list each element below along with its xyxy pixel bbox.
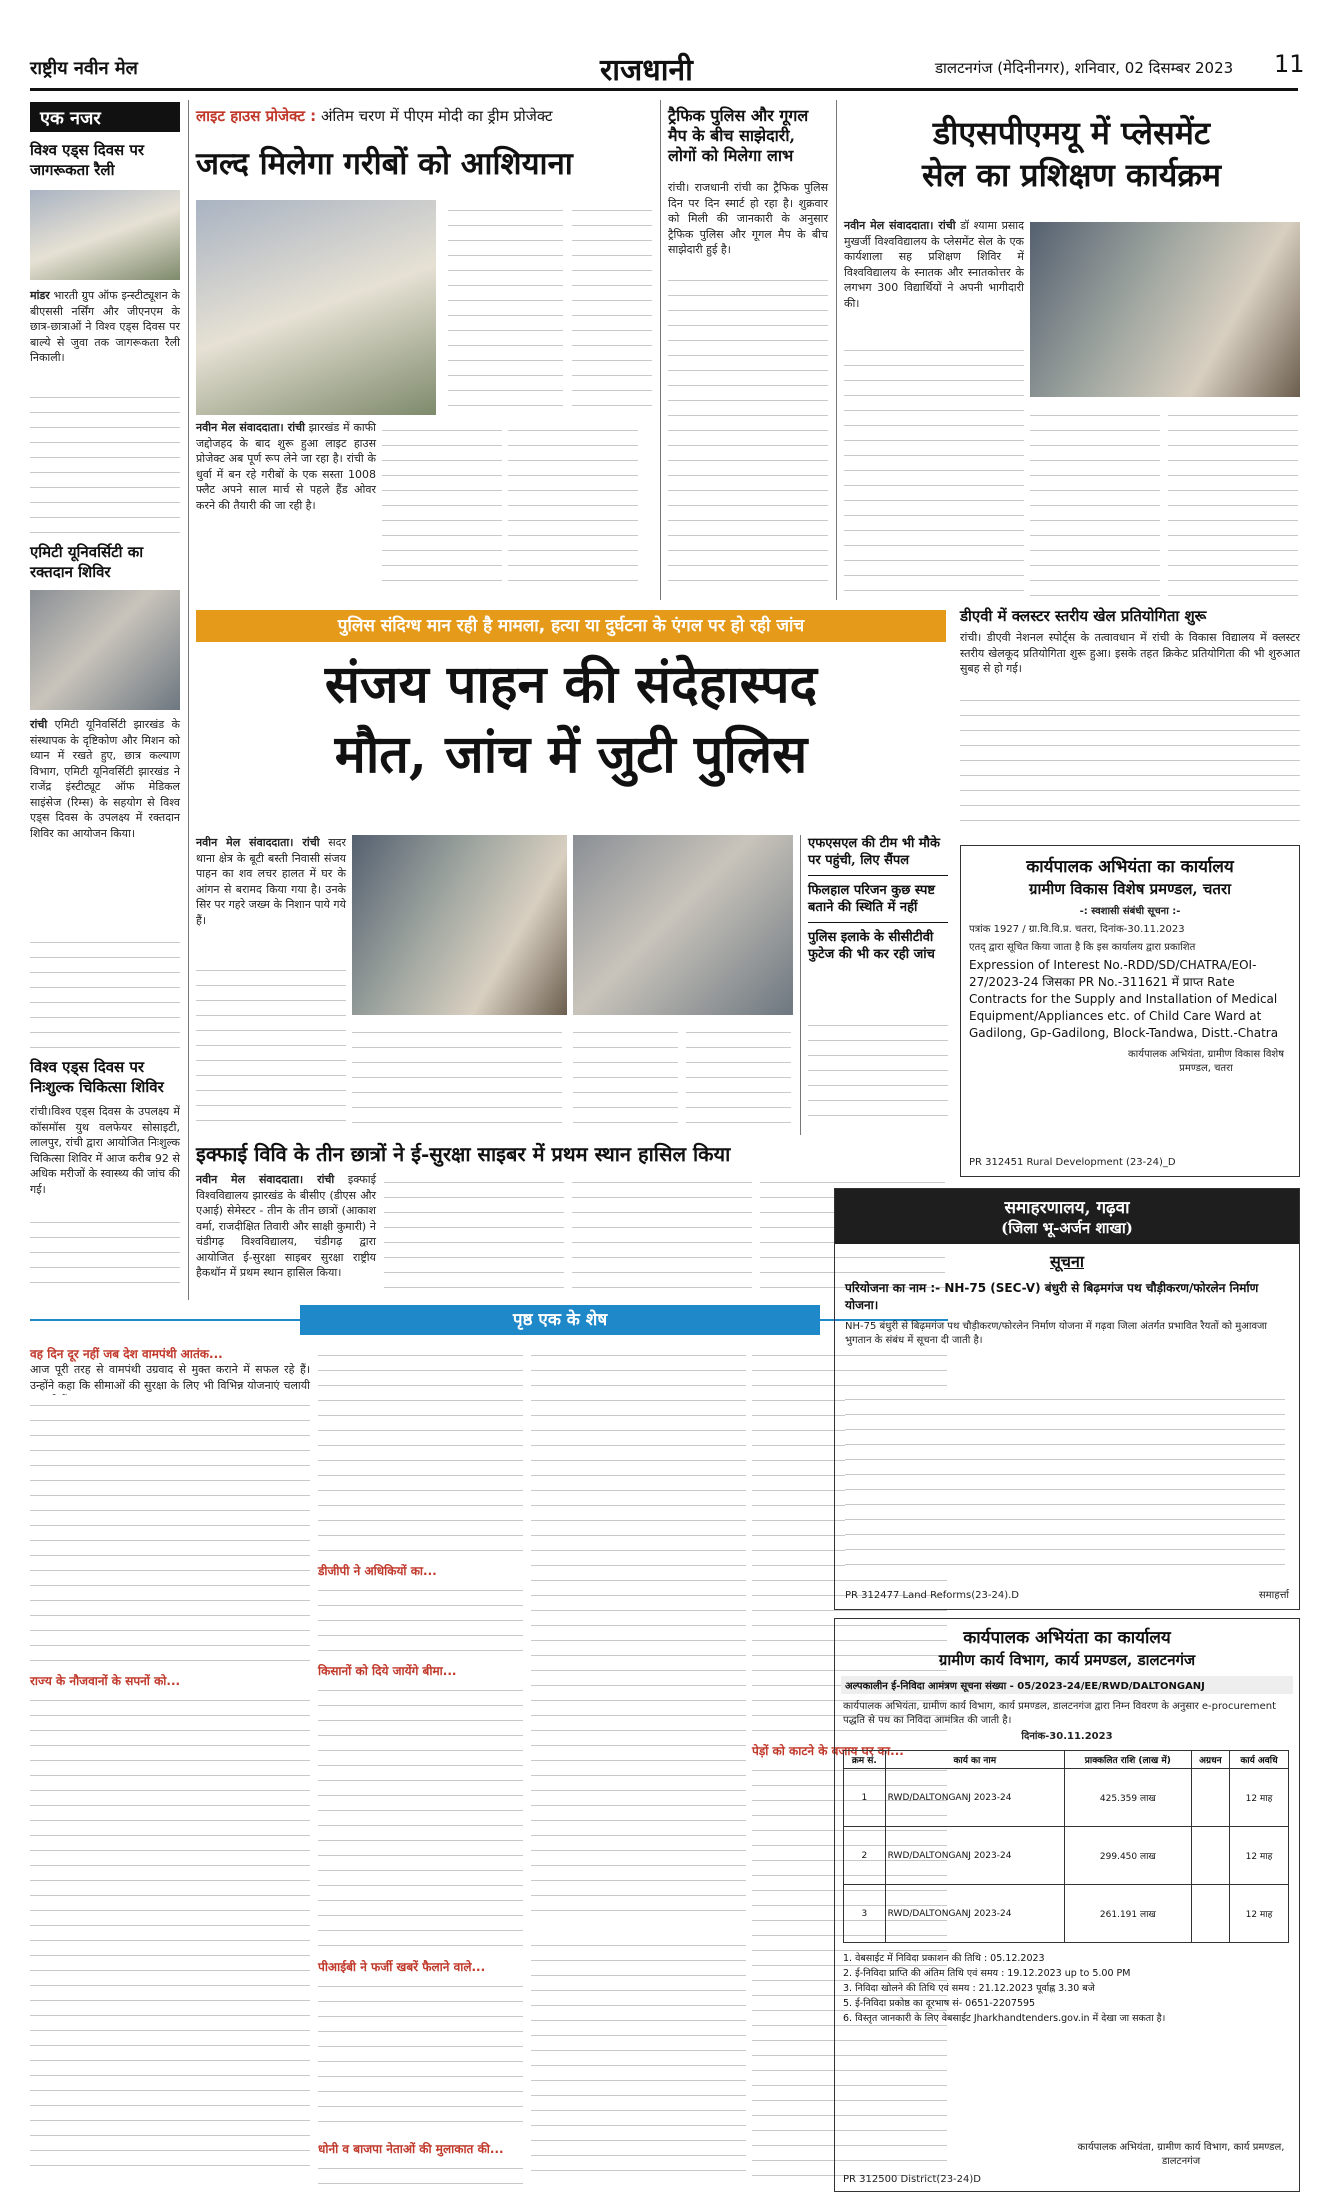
masthead <box>30 46 1305 91</box>
crime-scene-photo-1 <box>352 835 567 1015</box>
tender-garhwa-notice: सूचना <box>1049 1252 1084 1271</box>
side-head-3: पुलिस इलाके के सीसीटीवी फुटेज की भी कर रही जांच <box>808 930 935 962</box>
sidebar-item-1-text: मांडर भारती ग्रुप ऑफ इन्स्टीट्यूशन के बीएससी नर्सिंग और जीएनएम के छात्र-छात्राओं ने विश्व एड्स दिवस पर बाल्ये से जुवा तक जागरूकता रैली निकाली। <box>30 289 180 364</box>
tender-chatra-letter: पत्रांक 1927 / ग्रा.वि.वि.प्र. चतरा, दिनांक-30.11.2023 <box>969 924 1185 935</box>
sidebar-item-2-title: एमिटी यूनिवर्सिटी का रक्तदान शिविर <box>30 543 144 581</box>
sanjay-text: नवीन मेल संवाददाता। रांची सदर थाना क्षेत्र के बूटी बस्ती निवासी संजय पाहन का शव लचर हालत में घर के आंगन से बरामद किया गया है। उनके सिर पर गहरे जख्म के निशान पाये गये हैं। <box>196 836 346 927</box>
lighthouse-headline: जल्द मिलेगा गरीबों को आशियाना <box>196 146 573 182</box>
shesh-h5: पीआईबी ने फर्जी खबरें फैलाने वाले... <box>318 1960 486 1974</box>
tender-garhwa-pr: PR 312477 Land Reforms(23-24).D <box>845 1590 1019 1601</box>
sidebar-item-3-title: विश्व एड्स दिवस पर निःशुल्क चिकित्सा शिविर <box>30 1058 164 1096</box>
tender-garhwa-sign: समाहर्त्ता <box>1258 1590 1289 1601</box>
traffic-headline: ट्रैफिक पुलिस और गूगल मैप के बीच साझेदारी, लोगों को मिलेगा लाभ <box>668 106 809 165</box>
tender-dalt-notice: अल्पकालीन ई-निविदा आमंत्रण सूचना संख्या - 05/2023-24/EE/RWD/DALTONGANJ <box>841 1676 1293 1694</box>
tender-chatra-pr: PR 312451 Rural Development (23-24)_D <box>969 1157 1176 1168</box>
sidebar-label: एक नजर <box>30 102 180 132</box>
sidebar <box>30 102 180 1297</box>
tender-chatra-body2: Expression of Interest No.-RDD/SD/CHATRA/EOI-27/2023-24 जिसका PR No.-311621 में प्राप्त Rate Contracts for the Supply and Installation of Medical Equipment/Appliances etc. of Child Care Ward at Gadilong, Gp-Gadilong, Block-Tandwa, Distt.-Chatra <box>969 958 1279 1040</box>
tender-dalt-lines: 1. वेबसाईट में निविदा प्रकाशन की तिथि : 05.12.2023 2. ई-निविदा प्राप्ति की अंतिम तिथि एवं समय : 19.12.2023 up to 5.00 PM 3. निविदा खोलने की तिथि एवं समय : 21.12.2023 पूर्वाह्न 3.30 बजे 5. ई-निविदा प्रकोष्ठ का दूरभाष सं- 0651-2207595 6. विस्तृत जानकारी के लिए वेबसाईट Jharkhandtenders.gov.in में देखा जा सकता है। <box>843 1953 1166 2024</box>
cluster-headline: डीएवी में क्लस्टर स्तरीय खेल प्रतियोगिता शुरू <box>960 607 1207 625</box>
side-head-1: एफएसएल की टीम भी मौके पर पहुंची, लिए सैंपल <box>808 836 940 868</box>
iffco-headline: इक्फाई विवि के तीन छात्रों ने ई-सुरक्षा साइबर में प्रथम स्थान हासिल किया <box>196 1142 731 1166</box>
traffic-text: रांची। राजधानी रांची का ट्रैफिक पुलिस दिन पर दिन स्मार्ट हो रहा है। शुक्रवार को मिली की जानकारी के अनुसार ट्रैफिक पुलिस और गूगल मैप के बीच साझेदारी हुई है। <box>668 181 828 256</box>
tender-chatra-body1: एतद् द्वारा सूचित किया जाता है कि इस कार्यालय द्वारा प्रकाशित <box>969 942 1196 953</box>
cluster-story <box>960 606 1300 677</box>
lighthouse-photo <box>196 200 436 415</box>
cluster-text: रांची। डीएवी नेशनल स्पोर्ट्स के तत्वावधान में रांची के विकास विद्यालय में क्लस्टर स्तरीय खेलकूद प्रतियोगिता शुरू हुआ। इसके तहत क्रिकेट प्रतियोगिता की भी शुरुआत सुबह से हो गई। <box>960 631 1300 675</box>
paper-name: राष्ट्रीय नवीन मेल <box>30 58 138 79</box>
shesh-h6: धोनी व बाजपा नेताओं की मुलाकात की... <box>318 2142 504 2156</box>
sanjay-side-heads <box>808 835 948 963</box>
aids-rally-photo <box>30 190 180 280</box>
crime-scene-photo-2 <box>573 835 793 1015</box>
dateline: डालटनगंज (मेदिनीनगर), शनिवार, 02 दिसम्बर 2023 <box>935 59 1234 77</box>
tender-garhwa-project: परियोजना का नाम :- NH-75 (SEC-V) बंधुरी से बिढ़मगंज पथ चौड़ीकरण/फोरलेन निर्माण योजना। <box>845 1281 1259 1312</box>
tender-chatra-notice: -: स्वशासी संबंधी सूचना :- <box>1079 906 1181 917</box>
tender-chatra-office: कार्यपालक अभियंता का कार्यालय <box>1026 857 1234 877</box>
tender-dalt-sign: कार्यपालक अभियंता, ग्रामीण कार्य विभाग, कार्य प्रमण्डल, डालटनगंज <box>1077 2142 1285 2167</box>
tender-dalt-pr: PR 312500 District(23-24)D <box>843 2174 981 2185</box>
sidebar-item-2-text: रांची एमिटी यूनिवर्सिटी झारखंड के संस्थापक के दृष्टिकोण और मिशन को ध्यान में रखते हुए, छात्र कल्याण विभाग, एमिटी यूनिवर्सिटी झारखंड ने राजेंद्र इंस्टीट्यूट ऑफ मेडिकल साइंसेज (रिम्स) के सहयोग से विश्व एड्स दिवस के उपलक्ष्य में रक्तदान शिविर का आयोजन किया। <box>30 718 181 840</box>
tender-chatra-division: ग्रामीण विकास विशेष प्रमण्डल, चतरा <box>1029 880 1231 898</box>
dspmu-text: नवीन मेल संवाददाता। रांची डॉ श्यामा प्रसाद मुखर्जी विश्वविद्यालय के प्लेसमेंट सेल के एक कार्यशाला सह प्रशिक्षण शिविर में विश्वविद्यालय के स्नातक और स्नातकोत्तर के लगभग 300 विद्यार्थियों ने अपनी भागीदारी की। <box>844 219 1024 310</box>
tender-dalt-office: कार्यपालक अभियंता का कार्यालय <box>963 1628 1171 1648</box>
shesh-band: पृष्ठ एक के शेष <box>300 1305 820 1335</box>
dspmu-headline: डीएसपीएमयू में प्लेसमेंट सेल का प्रशिक्षण कार्यक्रम <box>921 114 1222 194</box>
sanjay-headline: संजय पाहन की संदेहास्पद मौत, जांच में जुटी पुलिस <box>324 654 818 785</box>
shesh-h3: डीजीपी ने अधिकियों का... <box>318 1564 437 1578</box>
shesh-body: आज पूरी तरह से वामपंथी उग्रवाद से मुक्त कराने में सफल रहे हैं। उन्होंने कहा कि सीमाओं की सुरक्षा के लिए भी विभिन्न योजनाएं चलायी <box>30 1363 310 1392</box>
lighthouse-kicker: लाइट हाउस प्रोजेक्ट : अंतिम चरण में पीएम मोदी का ड्रीम प्रोजेक्ट <box>196 107 553 125</box>
shesh-h1: वह दिन दूर नहीं जब देश वामपंथी आतंक... <box>30 1347 223 1361</box>
tender-daltonganj <box>834 1618 1300 2192</box>
shesh-h7: पेड़ों को काटने के बजाय घर का... <box>752 1744 904 1758</box>
table-row: 3 RWD/DALTONGANJ 2023-24 261.191 लाख 12 माह <box>844 1885 1289 1943</box>
tender-chatra-sign: कार्यपालक अभियंता, ग्रामीण विकास विशेष प्रमण्डल, चतरा <box>1128 1049 1284 1074</box>
shesh-h4: किसानों को दिये जायेंगे बीमा... <box>318 1664 457 1678</box>
tender-dalt-intro: कार्यपालक अभियंता, ग्रामीण कार्य विभाग, कार्य प्रमण्डल, डालटनगंज द्वारा निम्न विवरण के अनुसार e-procurement पद्धति से पथ का निविदा आमंत्रित की जाती है। <box>843 1701 1277 1726</box>
table-row: 1 RWD/DALTONGANJ 2023-24 425.359 लाख 12 माह <box>844 1769 1289 1827</box>
blood-camp-photo <box>30 590 180 710</box>
iffco-text: नवीन मेल संवाददाता। रांची इक्फाई विश्वविद्यालय झारखंड के बीसीए (डीएस और एआई) सेमेस्टर - तीन के तीन छात्रों (आकाश वर्मा, राजदीक्षित तिवारी और साक्षी कुमारी) ने चंडीगढ़ विश्वविद्यालय, चंडीगढ़ द्वारा आयोजित ई-सुरक्षा साइबर सुरक्षा राष्ट्रीय हैकथॉन में प्रथम स्थान हासिल किया। <box>196 1173 377 1279</box>
sanjay-kicker: पुलिस संदिग्ध मान रही है मामला, हत्या या दुर्घटना के एंगल पर हो रही जांच <box>196 610 946 642</box>
tender-garhwa-body: NH-75 बंधुरी से बिढ़मगंज पथ चौड़ीकरण/फोरलेन निर्माण योजना में गढ़वा जिला अंतर्गत प्रभावित रैयतों को मुआवजा भुगतान के संबंध में सूचना दी जाती है। <box>845 1321 1268 1346</box>
tender-garhwa-header: समाहरणालय, गढ़वा (जिला भू-अर्जन शाखा) <box>835 1189 1299 1244</box>
sidebar-item-3-text: रांची।विश्व एड्स दिवस के उपलक्ष्य में कॉसमॉस युथ वलफेयर सोसाइटी, लालपुर, रांची द्वारा आयोजित निःशुल्क चिकित्सा शिविर में आज करीब 92 से अधिक मरीजों के स्वास्थ्य की जांच की गई। <box>30 1105 180 1196</box>
table-row: 2 RWD/DALTONGANJ 2023-24 299.450 लाख 12 माह <box>844 1827 1289 1885</box>
tender-garhwa <box>834 1188 1300 1610</box>
shesh-h2: राज्य के नौजवानों के सपनों को... <box>30 1674 181 1688</box>
tender-dalt-division: ग्रामीण कार्य विभाग, कार्य प्रमण्डल, डालटनगंज <box>938 1651 1196 1669</box>
sidebar-item-1-title: विश्व एड्स दिवस पर जागरूकता रैली <box>30 141 145 179</box>
dspmu-classroom-photo <box>1030 222 1300 397</box>
lighthouse-text: नवीन मेल संवाददाता। रांची झारखंड में काफी जद्दोजहद के बाद शुरू हुआ लाइट हाउस प्रोजेक्ट अब पूर्ण रूप लेने जा रहा है। रांची के धुर्वा में बन रहे गरीबों के एक सस्ता 1008 फ्लैट अपने साल मार्च से पहले हैंड ओवर करने की तैयारी की जा रही है। <box>196 421 376 512</box>
page-number: 11 <box>1274 50 1305 78</box>
section-title: राजधानी <box>600 53 693 88</box>
side-head-2: फिलहाल परिजन कुछ स्पष्ट बताने की स्थिति में नहीं <box>808 883 935 915</box>
tender-dalt-table: क्रम सं. कार्य का नाम प्राक्कलित राशि (लाख में) अग्रधन कार्य अवधि 1 RWD/DALTONGANJ 2023-24 425.359 लाख 12 माह 2 RWD/DALTONGANJ 2023-24 299.450 लाख 12 माह 3 RWD/DALTONGANJ 2023-24 261.191 लाख 12 माह <box>843 1750 1289 1943</box>
tender-chatra <box>960 845 1300 1177</box>
tender-dalt-date: दिनांक-30.11.2023 <box>1021 1731 1113 1742</box>
